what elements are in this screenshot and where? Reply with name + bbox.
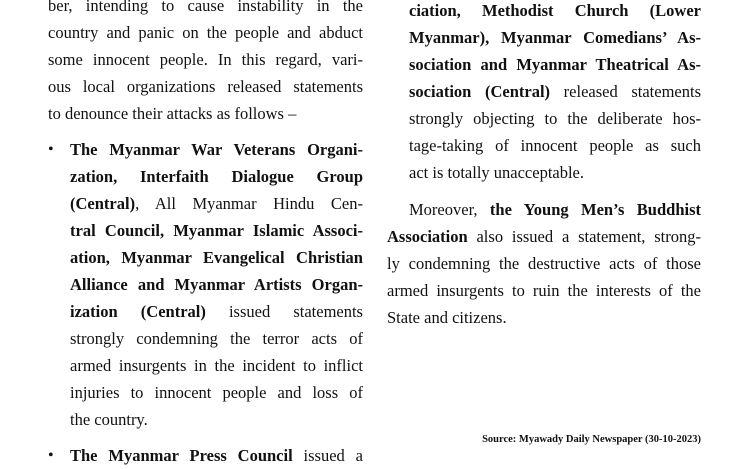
text-line: ly condemning the destructive acts of those xyxy=(387,254,701,273)
text-line xyxy=(70,136,363,163)
text-line: armed insurgents to ruin the interests of the xyxy=(387,281,701,300)
bold-text: tral Council, Myanmar Islamic Associ- xyxy=(70,221,363,240)
bold-text: sociation (Central) xyxy=(409,82,551,101)
regular-text: issued statements xyxy=(205,302,363,321)
text-line xyxy=(70,190,363,217)
text-line: the country. xyxy=(70,410,148,429)
bold-text: zation, Interfaith Dialogue Group xyxy=(70,167,363,186)
text-line xyxy=(409,196,701,223)
text-line: act is totally unacceptable. xyxy=(409,163,585,182)
text-line xyxy=(409,78,701,105)
text-line: State and citizens. xyxy=(387,308,507,327)
bullet-icon: • xyxy=(48,141,54,158)
text-line: country and panic on the people and abduct xyxy=(48,23,363,42)
text-line xyxy=(70,298,363,325)
text-line: ber, intending to cause instability in the xyxy=(48,0,363,15)
regular-text: Moreover, xyxy=(409,200,490,219)
text-line xyxy=(409,51,701,78)
text-line xyxy=(70,163,363,190)
text-line: ous local organizations released statements xyxy=(48,77,363,96)
bold-text: The Myanmar Press Council xyxy=(70,446,293,465)
text-line xyxy=(409,0,701,24)
text-line: strongly objecting to the deliberate hos- xyxy=(409,109,701,128)
bold-text: sociation and Myanmar Theatrical As- xyxy=(409,55,701,74)
bold-text: ization (Central) xyxy=(70,302,206,321)
text-line xyxy=(70,442,363,469)
regular-text: also issued a statement, strong- xyxy=(467,227,701,246)
bold-text: Alliance and Myanmar Artists Organ- xyxy=(70,275,363,294)
text-line xyxy=(387,223,701,250)
bold-text: The Myanmar War Veterans Organi- xyxy=(70,140,363,159)
text-line xyxy=(70,217,363,244)
regular-text: , All Myanmar Hindu Cen- xyxy=(135,194,363,213)
text-line: to denounce their attacks as follows – xyxy=(48,104,297,123)
bold-text: Myanmar), Myanmar Comedians’ As- xyxy=(409,28,701,47)
text-line: injuries to innocent people and loss of xyxy=(70,383,363,402)
regular-text: released statements xyxy=(550,82,701,101)
source-citation: Source: Myawady Daily Newspaper (30-10-2023) xyxy=(482,434,701,445)
bold-text: Association xyxy=(387,227,468,246)
bold-text: (Central) xyxy=(70,194,136,213)
text-line: armed insurgents in the incident to inflict xyxy=(70,356,363,375)
text-line: some innocent people. In this regard, vari- xyxy=(48,50,363,69)
text-line xyxy=(409,24,701,51)
bullet-icon: • xyxy=(48,447,54,464)
text-line: tage-taking of innocent people as such xyxy=(409,136,701,155)
text-line xyxy=(70,244,363,271)
bold-text: ciation, Methodist Church (Lower xyxy=(409,1,701,20)
bold-text: ation, Myanmar Evangelical Christian xyxy=(70,248,363,267)
text-line: strongly condemning the terror acts of xyxy=(70,329,363,348)
regular-text: issued a xyxy=(292,446,363,465)
bold-text: the Young Men’s Buddhist xyxy=(489,200,701,219)
text-line xyxy=(70,271,363,298)
